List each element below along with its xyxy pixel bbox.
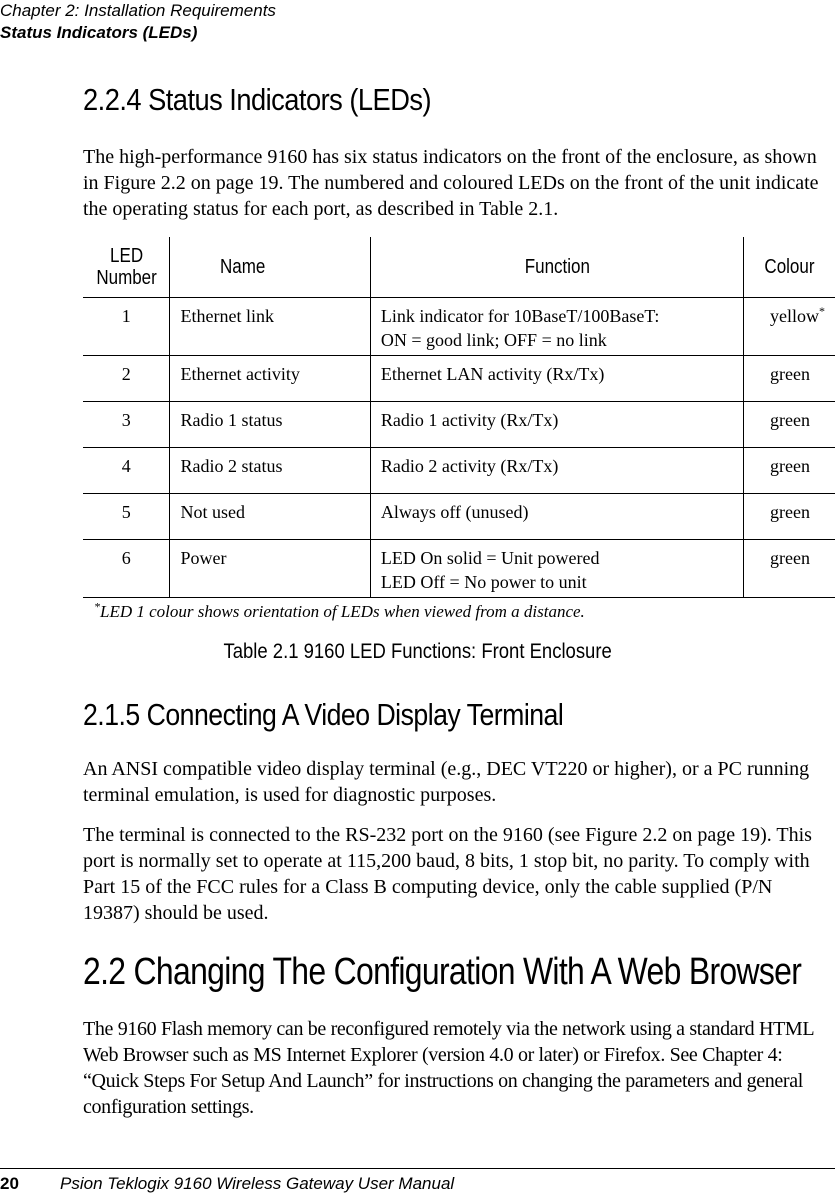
cell-number: 6 xyxy=(83,540,170,598)
table-row xyxy=(83,298,835,356)
table-row xyxy=(83,402,835,448)
heading-2-2: 2.2 Changing The Configuration With A Web Browser xyxy=(83,951,802,993)
heading-2-2-4: 2.2.4 Status Indicators (LEDs) xyxy=(83,82,432,117)
table-caption: Table 2.1 9160 LED Functions: Front Enclosure xyxy=(223,640,612,663)
terminal-paragraph-1: An ANSI compatible video display terminal (e.g., DEC VT220 or higher), or a PC running terminal emulation, is used for diagnostic purposes. xyxy=(83,758,810,806)
led-functions-table xyxy=(83,237,835,598)
cell-number: 4 xyxy=(83,448,170,494)
cell-function: Link indicator for 10BaseT/100BaseT: ON = good link; OFF = no link xyxy=(370,298,743,356)
terminal-paragraph-2: The terminal is connected to the RS-232 port on the 9160 (see Figure 2.2 on page 19). This port is normally set to operate at 115,200 baud, 8 bits, 1 stop bit, no parity. To comply with Part 15 of the FCC rules for a Class B computing device, only the cable supplied (P/N 19387) should be used. xyxy=(83,824,812,924)
cell-colour: green xyxy=(744,356,835,402)
table-row xyxy=(83,540,835,598)
cell-function: Radio 1 activity (Rx/Tx) xyxy=(370,402,743,448)
cell-function: Always off (unused) xyxy=(370,494,743,540)
cell-colour: green xyxy=(744,540,835,598)
page-number: 20 xyxy=(0,1174,19,1193)
cell-number: 3 xyxy=(83,402,170,448)
chapter-title: Chapter 2: Installation Requirements xyxy=(0,1,276,20)
cell-name: Radio 2 status xyxy=(170,448,370,494)
table-header-row xyxy=(83,237,835,298)
heading-2-1-5: 2.1.5 Connecting A Video Display Terminal xyxy=(83,697,564,732)
cell-number: 5 xyxy=(83,494,170,540)
cell-colour: yellow* xyxy=(744,298,835,356)
cell-colour: green xyxy=(744,494,835,540)
cell-function: Radio 2 activity (Rx/Tx) xyxy=(370,448,743,494)
web-browser-paragraph: The 9160 Flash memory can be reconfigured remotely via the network using a standard HTML Web Browser such as MS Internet Explorer (version 4.0 or later) or Firefox. See Chapter 4: “Quick Steps For Setup And Launch” for instructions on changing the parameters and general configuration settings. xyxy=(83,1018,814,1118)
cell-colour: green xyxy=(744,448,835,494)
table-footnote: *LED 1 colour shows orientation of LEDs when viewed from a distance. xyxy=(94,599,585,621)
table-row xyxy=(83,494,835,540)
header-name: Name xyxy=(170,237,370,298)
header-function: Function xyxy=(370,237,743,298)
table-row xyxy=(83,356,835,402)
footnote-marker: * xyxy=(819,304,825,318)
running-header xyxy=(0,0,276,44)
cell-name: Power xyxy=(170,540,370,598)
page-footer xyxy=(0,1174,454,1194)
header-colour: Colour xyxy=(744,237,835,298)
cell-function: LED On solid = Unit powered LED Off = No power to unit xyxy=(370,540,743,598)
footer-rule xyxy=(0,1168,835,1169)
intro-paragraph: The high-performance 9160 has six status indicators on the front of the enclosure, as shown in Figure 2.2 on page 19. The numbered and coloured LEDs on the front of the unit indicate the operating status for each port, as described in Table 2.1. xyxy=(83,146,819,220)
cell-name: Ethernet activity xyxy=(170,356,370,402)
manual-title: Psion Teklogix 9160 Wireless Gateway User Manual xyxy=(60,1174,455,1193)
section-title: Status Indicators (LEDs) xyxy=(0,23,198,42)
cell-number: 1 xyxy=(83,298,170,356)
table-row xyxy=(83,448,835,494)
cell-name: Not used xyxy=(170,494,370,540)
cell-function: Ethernet LAN activity (Rx/Tx) xyxy=(370,356,743,402)
cell-number: 2 xyxy=(83,356,170,402)
header-led-line2: Number xyxy=(95,266,157,289)
header-led-number xyxy=(83,237,170,298)
cell-name: Radio 1 status xyxy=(170,402,370,448)
cell-name: Ethernet link xyxy=(170,298,370,356)
header-led-line1: LED xyxy=(109,244,143,267)
cell-colour: green xyxy=(744,402,835,448)
